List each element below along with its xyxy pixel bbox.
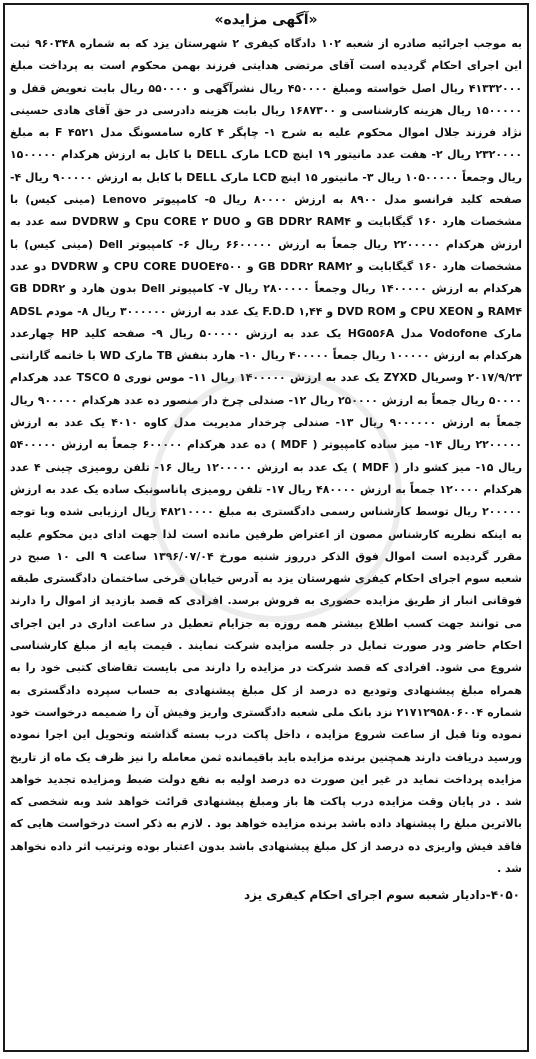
notice-frame bbox=[3, 3, 529, 1052]
notice-signature: ۴۰۵۰-دادیار شعبه سوم اجرای احکام کیفری یزد bbox=[243, 888, 520, 903]
notice-content bbox=[10, 9, 522, 1046]
notice-title: «آگهی مزایده» bbox=[214, 12, 318, 28]
notice-body: به موجب اجرائیه صادره از شعبه ۱۰۲ دادگاه کیفری ۲ شهرستان یزد که به شماره ۹۶۰۳۴۸ ثبت این اجرای احکام گردیده است آقای مرتضی هدایتی فرزند بهمن محکوم است به پرداخت مبلغ ۴۱۳۳۲۰۰۰ ریال اصل خواسته ومبلغ ۴۵۰۰۰۰ ریال نشرآگهی و ۵۵۰۰۰۰ ریال بابت تعویض قفل و ۱۵۰۰۰۰۰ ریال هزینه کارشناسی و ۱۶۸۷۳۰۰ ریال بابت هزینه دادرسی در حق آقای هادی حسینی نژاد فرزند جلال اموال محکوم علیه به شرح ۱- چاپگر ۴ کاره سامسونگ مدل F ۴۵۲۱ به مبلغ ۲۳۲۰۰۰۰ ریال ۲- هفت عدد مانیتور ۱۹ اینچ LCD مارک DELL با کابل به ارزش هرکدام ۱۵۰۰۰۰۰ ریال وجمعاً ۱۰۵۰۰۰۰۰ ریال ۳- مانیتور ۱۵ اینچ LCD مارک DELL با کابل به ارزش ۹۰۰۰۰۰ ریال ۴- صفحه کلید فرانسو مدل ۸۹۰۰ به ارزش ۸۰۰۰۰ ریال ۵- کامپیوتر Lenovo (مینی کیس) با مشخصات هارد ۱۶۰ گیگابایت و GB DDR۲ RAM۴ و Cpu CORE ۲ DUO و DVDRW سه عدد به ارزش هرکدام ۲۲۰۰۰۰۰ ریال جمعاً به ارزش ۶۶۰۰۰۰۰ ریال ۶- کامپیوتر Dell (مینی کیس) با مشخصات هارد ۱۶۰ گیگابایت و GB DDR۲ RAM۲ و CPU CORE DUOE۴۵۰۰ و DVDRW دو عدد هرکدام به ارزش ۱۴۰۰۰۰۰ ریال وجمعاً ۲۸۰۰۰۰۰ ریال ۷- کامپیوتر Dell بدون هارد و GB DDR۲ RAM۴ و CPU XEON و DVD ROM و F.D.D ۱,۴۴ یک عدد به ارزش ۳۰۰۰۰۰۰ ریال ۸- مودم ADSL مارک Vodofone مدل HG۵۵۶A یک عدد به ارزش ۵۰۰۰۰۰ ریال ۹- صفحه کلید HP چهارعدد هرکدام به ارزش ۱۰۰۰۰۰ ریال جمعاً ۴۰۰۰۰۰ ریال ۱۰- هارد بنفش TB مارک WD با خاتمه گارانتی ۲۰۱۷/۹/۲۳ وسریال ZYXD یک عدد به ارزش ۱۴۰۰۰۰۰ ریال ۱۱- موس نوری TSCO ۵ عدد هرکدام ۵۰۰۰۰ ریال جمعاً به ارزش ۲۵۰۰۰۰ ریال ۱۲- صندلی چرخ دار منصور ده عدد هرکدام ۹۰۰۰۰۰ ریال جمعاً به ارزش ۹۰۰۰۰۰۰ ریال ۱۳- صندلی چرخدار مدیریت مدل کاوه ۴۰۱۰ یک عدد به ارزش ۲۲۰۰۰۰۰ ریال ۱۴- میز ساده کامپیوتر ( MDF ) ده عدد هرکدام ۶۰۰۰۰۰ جمعاً به ارزش ۵۴۰۰۰۰۰ ریال ۱۵- میز کشو دار ( MDF ) یک عدد به ارزش ۱۲۰۰۰۰۰ ریال ۱۶- تلفن رومیزی چینی ۴ عدد هرکدام ۱۲۰۰۰۰ جمعاً به ارزش ۴۸۰۰۰۰ ریال ۱۷- تلفن رومیزی پاناسونیک ساده یک عدد به ارزش ۲۰۰۰۰۰ ریال توسط کارشناس رسمی دادگستری به مبلغ ۴۸۲۱۰۰۰۰ ریال ارزیابی شده وبا توجه به اینکه نظریه کارشناس مصون از اعتراض طرفین مانده است لذا جهت ادای دین محکوم علیه مقرر گردیده است اموال فوق الذکر درروز شنبه مورخ ۱۳۹۶/۰۷/۰۴ ساعت ۹ الی ۱۰ صبح در شعبه سوم اجرای احکام کیفری شهرستان یزد به آدرس خیابان فرخی ساختمان دادگستری طبقه فوقانی انبار از طریق مزایده حضوری به فروش برسد. افرادی که قصد بازدید از اموال را دارند می توانند جهت کسب اطلاع بیشتر همه روزه به جزایام تعطیل در ساعت اداری در این اجرای احکام حاضر ودر صورت تمایل در جلسه مزایده شرکت نمایند . قیمت پایه از مبلغ کارشناسی شروع می شود. افرادی که قصد شرکت در مزایده را دارند می بایست تقاضای کتبی خود را به همراه مبلغ پیشنهادی وتودیع ده درصد از کل مبلغ پیشنهادی به حساب سپرده دادگستری به شماره ۲۱۷۱۲۹۵۸۰۶۰۰۴ نزد بانک ملی شعبه دادگستری واریز وفیش آن را ضمیمه درخواست خود نموده وتا قبل از ساعت شروع مزایده ، داخل پاکت درب بسته گذاشته وتحویل این اجرا نموده ورسید دریافت دارند همچنین برنده مزایده باید باقیمانده ثمن معامله را نیز ظرف یک ماه از تاریخ مزایده پرداخت نماید در غیر این صورت ده درصد اولیه به نفع دولت ضبط ومزایده تجدید خواهد شد . در پایان وقت مزایده درب پاکت ها باز ومبلغ پیشنهادی قرائت خواهد شد وبه شخصی که بالاترین مبلغ را پیشنهاد داده باشد برنده مزایده خواهد بود . لازم به ذکر است درخواست هایی که فاقد فیش واریزی ده درصد از کل مبلغ پیشنهادی باشد بدون اعتبار بوده وترتیب اثر داده نخواهد شد . bbox=[10, 37, 523, 875]
